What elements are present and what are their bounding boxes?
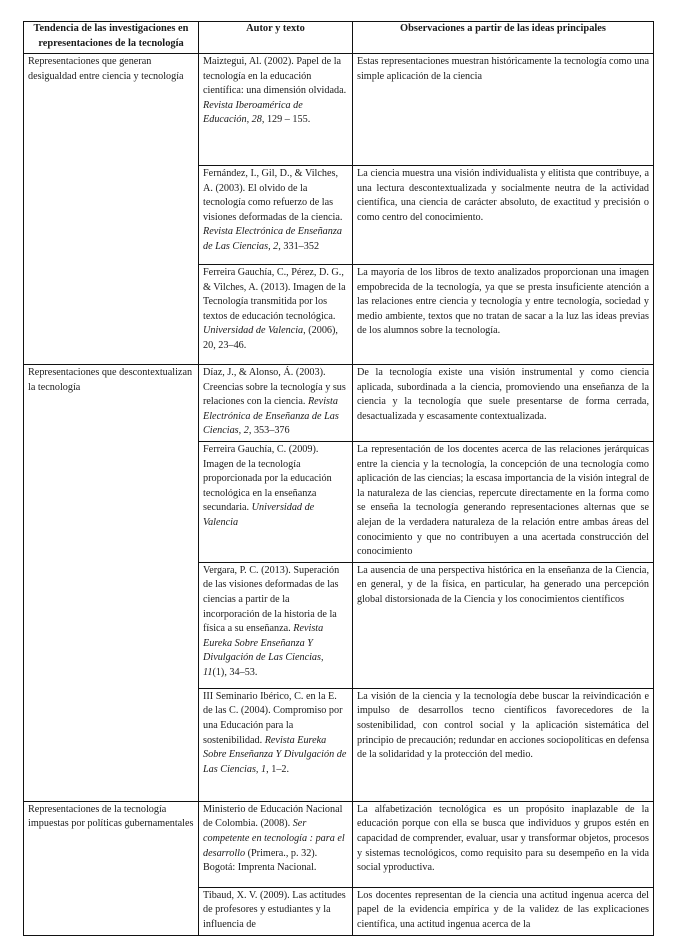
header-observations: Observaciones a partir de las ideas principales xyxy=(353,22,654,54)
observation-cell: La representación de los docentes acerca de las relaciones jerárquicas entre la ciencia y la tecnología, la concepción de una tecnología como aplicación de las ciencias; la escasa importancia de la visión integral de la naturaleza de las ciencias, repercute directamente en la forma como se enseña la tecnología generando representaciones alternas que se alejan de la verdadera naturaleza de la relación entre ambas áreas del conocimiento y que no contribuyen a una acertada construcción del conocimiento xyxy=(353,441,654,562)
reference-cell: III Seminario Ibérico, C. en la E. de las C. (2004). Compromiso por una Educación para la sostenibilidad. Revista Eureka Sobre Enseñanza Y Divulgación de Las Ciencias, 1, 1–2. xyxy=(199,688,353,801)
literature-review-table xyxy=(23,21,654,936)
observation-cell: La mayoría de los libros de texto analizados proporcionan una imagen empobrecida de la tecnología, ya que se presta insuficiente atención a las relaciones entre ciencia y tecnología y entre tecnología, sociedad y medio ambiente, textos que no tratan de sacar a la luz las ideas previas de los alumnos sobre la tecnología. xyxy=(353,265,654,365)
header-author: Autor y texto xyxy=(199,22,353,54)
reference-cell: Vergara, P. C. (2013). Superación de las visiones deformadas de las ciencias a partir de la incorporación de la historia de la física a su enseñanza. Revista Eureka Sobre Enseñanza Y Divulgación de Las Ciencias, 11(1), 34–53. xyxy=(199,562,353,688)
tendency-cell: Representaciones de la tecnología impuestas por políticas gubernamentales xyxy=(24,801,199,935)
header-tendency: Tendencia de las investigaciones en representaciones de la tecnología xyxy=(24,22,199,54)
reference-cell: Maiztegui, Al. (2002). Papel de la tecnología en la educación científica: una dimensión olvidada. Revista Iberoamérica de Educación, 28, 129 – 155. xyxy=(199,54,353,166)
reference-cell: Ministerio de Educación Nacional de Colombia. (2008). Ser competente en tecnología : para el desarrollo (Primera., p. 32). Bogotá: Imprenta Nacional. xyxy=(199,801,353,887)
tendency-cell: Representaciones que descontextualizan la tecnología xyxy=(24,365,199,802)
reference-cell: Ferreira Gauchía, C., Pérez, D. G., & Vilches, A. (2013). Imagen de la Tecnología transmitida por los textos de educación tecnológica. Universidad de Valencia, (2006), 20, 23–46. xyxy=(199,265,353,365)
table-row xyxy=(24,365,654,442)
observation-cell: Estas representaciones muestran históricamente la tecnología como una simple aplicación de la ciencia xyxy=(353,54,654,166)
reference-cell: Fernández, I., Gil, D., & Vilches, A. (2003). El olvido de la tecnología como refuerzo de las visiones deformadas de la ciencia. Revista Electrónica de Enseñanza de Las Ciencias, 2, 331–352 xyxy=(199,166,353,265)
observation-cell: Los docentes representan de la ciencia una actitud ingenua acerca del papel de la evidencia empírica y de la validez de las explicaciones científica, una actitud ingenua acerca de la xyxy=(353,887,654,935)
observation-cell: La visión de la ciencia y la tecnología debe buscar la reivindicación e impulso de desarrollos tecno científicos favorecedores de la sostenibilidad, con control social y la aplicación sistemática del principio de precaución; redundar en acciones sociopolíticas en defensa de la solidaridad y la protección del medio. xyxy=(353,688,654,801)
tendency-cell: Representaciones que generan desigualdad entre ciencia y tecnología xyxy=(24,54,199,365)
observation-cell: La ausencia de una perspectiva histórica en la enseñanza de la Ciencia, en general, y de la física, en particular, ha generado una percepción global distorsionada de la Ciencia y los conocimientos científicos xyxy=(353,562,654,688)
table-row xyxy=(24,54,654,166)
reference-cell: Ferreira Gauchía, C. (2009). Imagen de la tecnología proporcionada por la educación tecnológica en la enseñanza secundaria. Universidad de Valencia xyxy=(199,441,353,562)
table-row xyxy=(24,801,654,887)
observation-cell: De la tecnología existe una visión instrumental y como ciencia aplicada, subordinada a la ciencia, promoviendo una enseñanza de la ciencia y la tecnología que suele presentarse de forma cerrada, desactualizada y escasamente contextualizada. xyxy=(353,365,654,442)
observation-cell: La ciencia muestra una visión individualista y elitista que contribuye, a una lectura descontextualizada y socialmente neutra de la actividad científica, una ciencia de carácter absoluto, de exactitud y precisión o como centro del conocimiento. xyxy=(353,166,654,265)
reference-cell: Tibaud, X. V. (2009). Las actitudes de profesores y estudiantes y la influencia de xyxy=(199,887,353,935)
table-header-row xyxy=(24,22,654,54)
reference-cell: Díaz, J., & Alonso, Á. (2003). Creencias sobre la tecnología y sus relaciones con la ciencia. Revista Electrónica de Enseñanza de Las Ciencias, 2, 353–376 xyxy=(199,365,353,442)
observation-cell: La alfabetización tecnológica es un propósito inaplazable de la educación porque con ella se busca que individuos y grupos estén en capacidad de comprender, evaluar, usar y transformar objetos, procesos y sistemas tecnológicos, como requisito para su desempeño en la vida social yproductiva. xyxy=(353,801,654,887)
